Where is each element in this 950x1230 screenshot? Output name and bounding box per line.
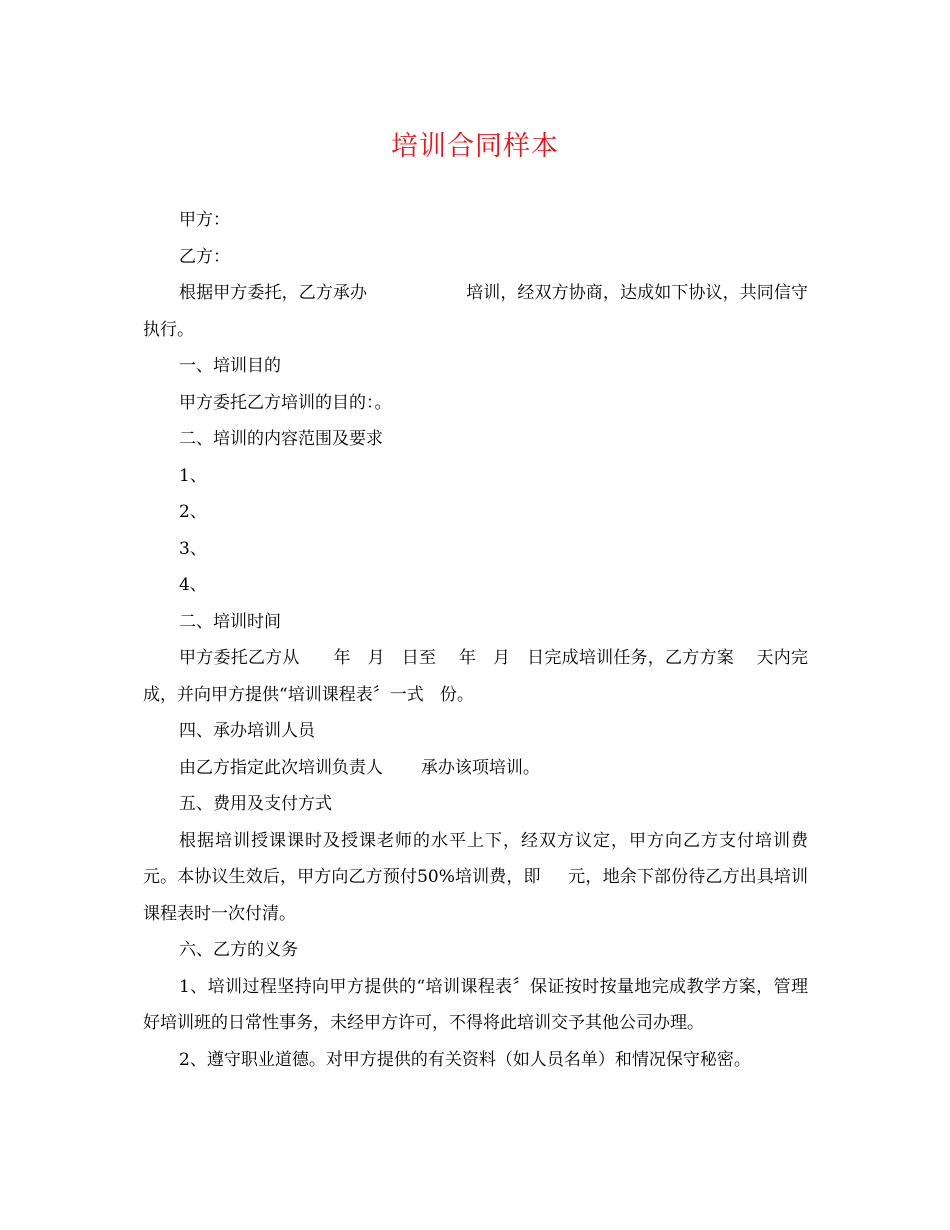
section-5-text: 根据培训授课课时及授课老师的水平上下，经双方议定，甲方向乙方支付培训费 元。本协议生效后，甲方向乙方预付50%培训费，即 元，地余下部份待乙方出具培训课程表时一次付清。 — [143, 830, 836, 924]
section-5-heading: 五、费用及支付方式 — [179, 794, 332, 814]
section-2-heading: 二、培训的内容范围及要求 — [179, 429, 383, 449]
section-3-text: 甲方委托乙方从 年 月 日至 年 月 日完成培训任务，乙方方案 天内完成，并向甲方提供“培训课程表〞一式 份。 — [143, 648, 808, 705]
party-a-line: 甲方： — [179, 210, 230, 230]
section-2-item: 4、 — [179, 575, 207, 595]
section-2-item: 2、 — [179, 502, 207, 522]
section-2-item: 1、 — [179, 465, 207, 486]
section-1-text: 甲方委托乙方培训的目的：。 — [179, 392, 392, 413]
section-1-heading: 一、培训目的 — [179, 356, 281, 376]
section-2-item: 3、 — [179, 538, 207, 559]
section-6-item-1: 1、培训过程坚持向甲方提供的“培训课程表〞保证按时按量地完成教学方案，管理好培训班的日常性事务，未经甲方许可，不得将此培训交予其他公司办理。 — [143, 976, 808, 1033]
section-6-item-2: 2、遵守职业道德。对甲方提供的有关资料（如人员名单）和情况保守秘密。 — [179, 1049, 751, 1070]
document-title: 培训合同样本 — [391, 131, 559, 162]
section-6-heading: 六、乙方的义务 — [179, 940, 298, 960]
intro-paragraph: 根据甲方委托，乙方承办 培训，经双方协商，达成如下协议，共同信守执行。 — [143, 283, 808, 340]
section-4-text: 由乙方指定此次培训负责人 承办该项培训。 — [179, 757, 540, 778]
section-4-heading: 四、承办培训人员 — [179, 721, 315, 741]
party-b-line: 乙方： — [179, 246, 230, 267]
section-3-heading: 二、培训时间 — [179, 611, 281, 632]
contract-body — [143, 202, 836, 1078]
